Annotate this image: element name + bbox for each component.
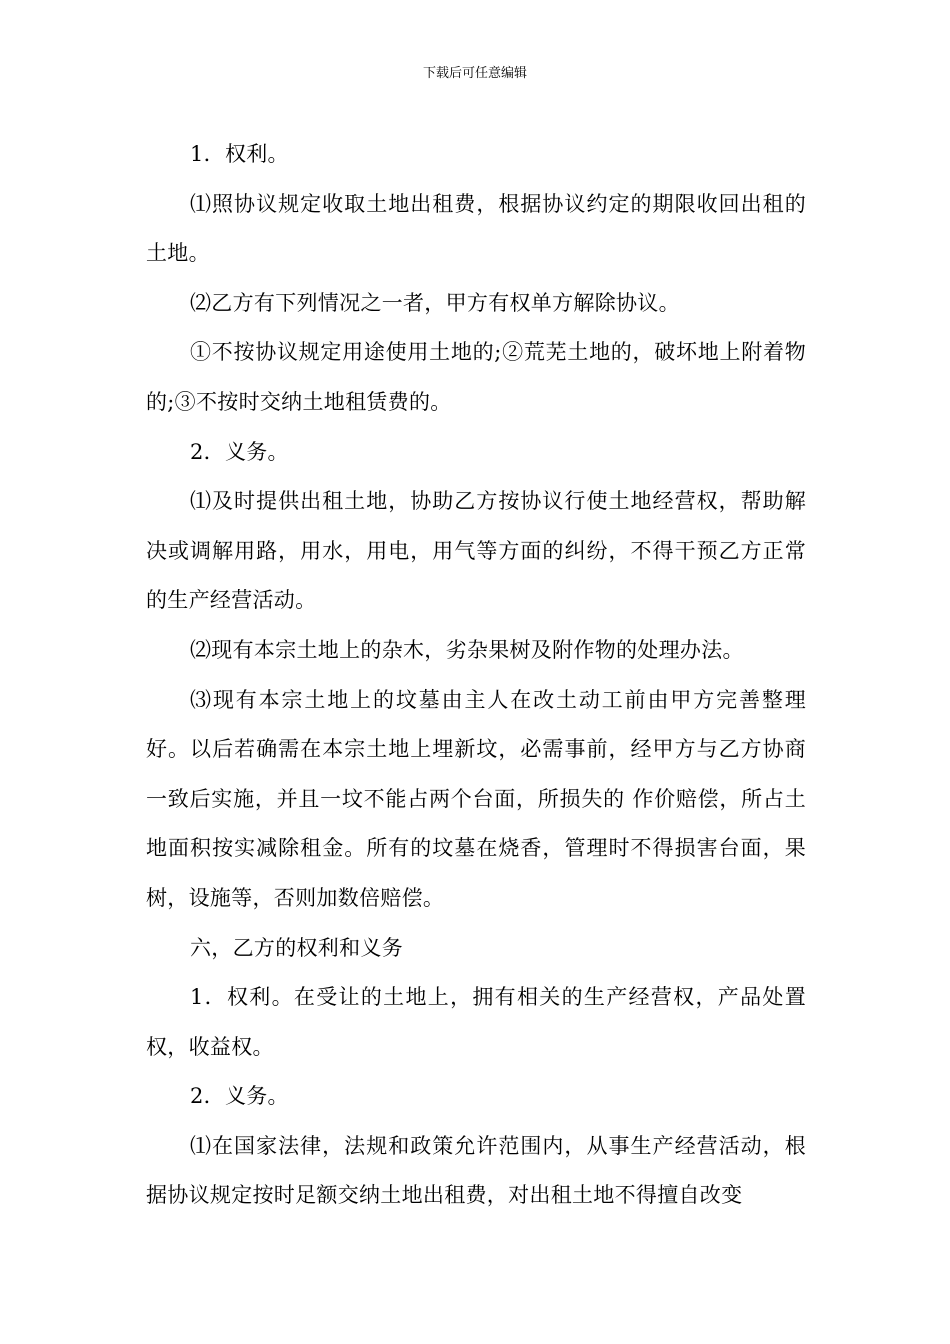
paragraph-7: ⑵现有本宗土地上的杂木，劣杂果树及附作物的处理办法。 [190, 637, 744, 662]
paragraph-4: ①不按协议规定用途使用土地的;②荒芜土地的，破坏地上附着物的;③不按时交纳土地租赁费的。 [146, 340, 806, 414]
paragraph-2: ⑴照协议规定收取土地出租费，根据协议约定的期限收回出租的土地。 [146, 191, 806, 266]
paragraph-11: 2．义务。 [190, 1084, 289, 1109]
document-body [146, 130, 806, 1221]
paragraph-3: ⑵乙方有下列情况之一者，甲方有权单方解除协议。 [190, 290, 680, 315]
paragraph-6: ⑴及时提供出租土地，协助乙方按协议行使土地经营权，帮助解决或调解用路，用水，用电，用气等方面的纠纷，不得干预乙方正常的生产经营活动。 [146, 489, 806, 613]
paragraph-5: 2．义务。 [190, 439, 289, 464]
page-header: 下载后可任意编辑 [422, 66, 527, 81]
paragraph-1: 1．权利。 [190, 142, 289, 166]
paragraph-9: 六，乙方的权利和义务 [190, 935, 403, 960]
paragraph-10: 1．权利。在受让的土地上，拥有相关的生产经营权，产品处置权，收益权。 [146, 985, 806, 1059]
paragraph-8: ⑶现有本宗土地上的坟墓由主人在改土动工前由甲方完善整理好。以后若确需在本宗土地上埋新坟，必需事前，经甲方与乙方协商一致后实施，并且一坟不能占两个台面，所损失的 作价赔偿，所占土地面积按实减除租金。所有的坟墓在烧香，管理时不得损害台面，果树，设施等，否则加数倍赔偿。 [146, 687, 806, 910]
paragraph-12: ⑴在国家法律，法规和政策允许范围内，从事生产经营活动，根据协议规定按时足额交纳土地出租费，对出租土地不得擅自改变 [146, 1133, 806, 1208]
